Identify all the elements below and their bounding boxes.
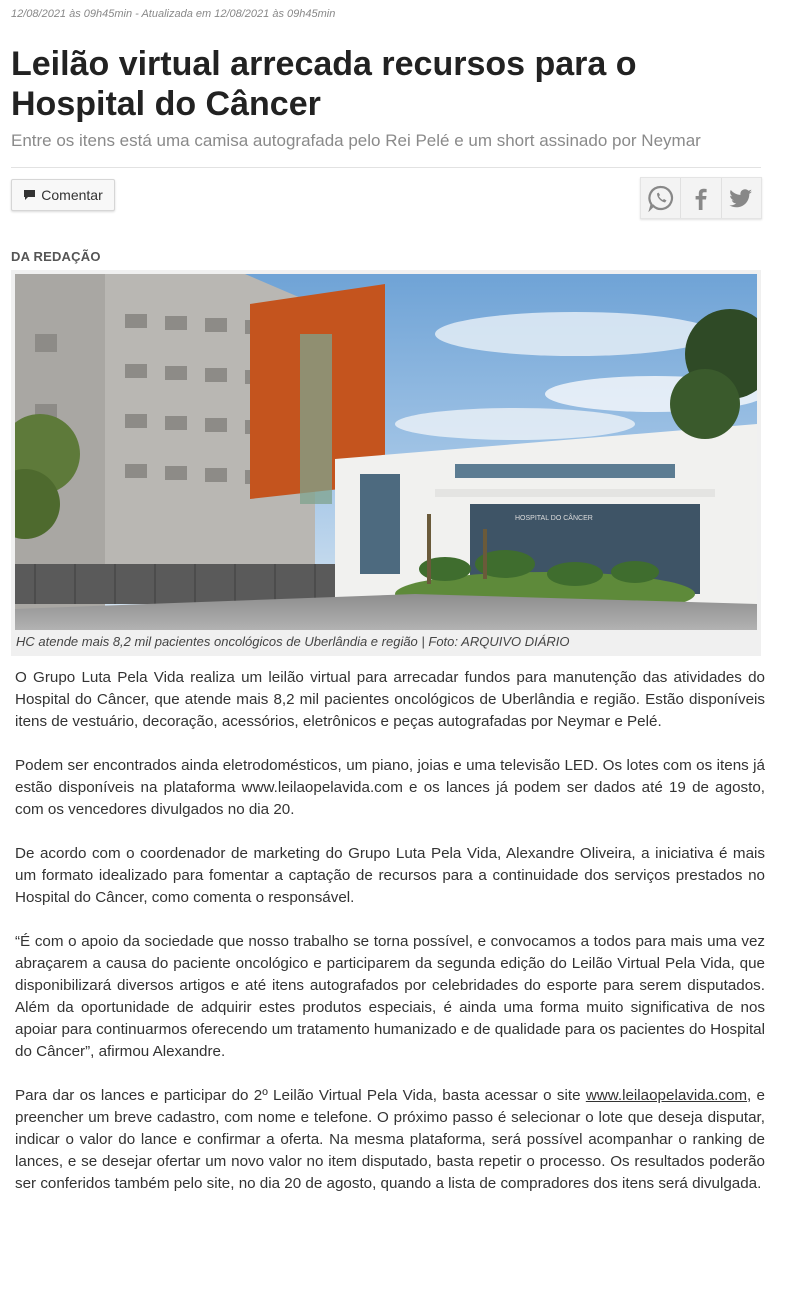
speech-bubble-icon [23,189,36,201]
paragraph [15,1085,765,1195]
share-facebook-button[interactable] [681,178,721,218]
paragraph: Podem ser encontrados ainda eletrodomésticos, um piano, joias e uma televisão LED. Os lotes com os itens já estão disponíveis na plataforma www.leilaopelavida.com e os lances já podem ser dados até 19 de agosto, com os vencedores divulgados no dia 20. [15,757,765,818]
header-divider [11,167,761,168]
share-twitter-button[interactable] [722,178,761,218]
paragraph-text: Para dar os lances e participar do 2º Leilão Virtual Pela Vida, basta acessar o site [15,1087,586,1104]
paragraph: “É com o apoio da sociedade que nosso trabalho se torna possível, e convocamos a todos para mais uma vez abraçarem a causa do paciente oncológico e participarem da segunda edição do Leilão Virtual Pela Vida, que disponibilizará diversos artigos e até itens autografados por celebridades do esporte para serem disputados. Além da oportunidade de adquirir estes produtos especiais, é ainda uma forma muito significativa de nos apoiar para continuarmos oferecendo um tratamento humanizado e de qualidade para os pacientes do Hospital do Câncer”, afirmou Alexandre. [15,933,765,1060]
paragraph: O Grupo Luta Pela Vida realiza um leilão virtual para arrecadar fundos para manutenção das atividades do Hospital do Câncer, que atende mais 8,2 mil pacientes oncológicos de Uberlândia e região. Estão disponíveis itens de vestuário, decoração, acessórios, eletrônicos e peças autografadas por Neymar e Pelé. [15,669,765,730]
photo-caption: HC atende mais 8,2 mil pacientes oncológicos de Uberlândia e região | Foto: ARQUIVO DIÁRIO [16,634,570,649]
whatsapp-icon [647,184,675,212]
paragraph: De acordo com o coordenador de marketing do Grupo Luta Pela Vida, Alexandre Oliveira, a iniciativa é mais um formato idealizado para fomentar a captação de recursos para a continuidade dos serviços prestados no Hospital do Câncer, como comenta o responsável. [15,845,765,906]
share-bar [640,177,762,219]
article-figure [11,270,761,656]
comment-button[interactable] [11,179,115,211]
article-title: Leilão virtual arrecada recursos para o Hospital do Câncer [11,45,637,123]
hospital-sign: HOSPITAL DO CÂNCER [515,515,593,522]
facebook-icon [687,184,715,212]
hospital-photo [15,274,757,630]
article-body [15,667,765,1217]
paragraph-text: , e preencher um breve cadastro, com nome e telefone. O próximo passo é selecionar o lote que deseja disputar, indicar o valor do lance e confirmar a oferta. Na mesma plataforma, será possível acompanhar o ranking de lances, e se desejar ofertar um novo valor no item disputado, basta repetir o processo. Os resultados poderão ser conferidos também pelo site, no dia 20 de agosto, quando a lista de compradores dos itens será divulgada. [15,1087,765,1192]
byline: DA REDAÇÃO [11,249,101,264]
article-subtitle: Entre os itens está uma camisa autografada pelo Rei Pelé e um short assinado por Neymar [11,131,701,150]
twitter-icon [727,184,755,212]
share-whatsapp-button[interactable] [641,178,681,218]
comment-button-label: Comentar [41,187,103,203]
publish-timestamp: 12/08/2021 às 09h45min - Atualizada em 12/08/2021 às 09h45min [11,8,336,20]
leilao-site-link[interactable]: www.leilaopelavida.com [585,1087,748,1104]
